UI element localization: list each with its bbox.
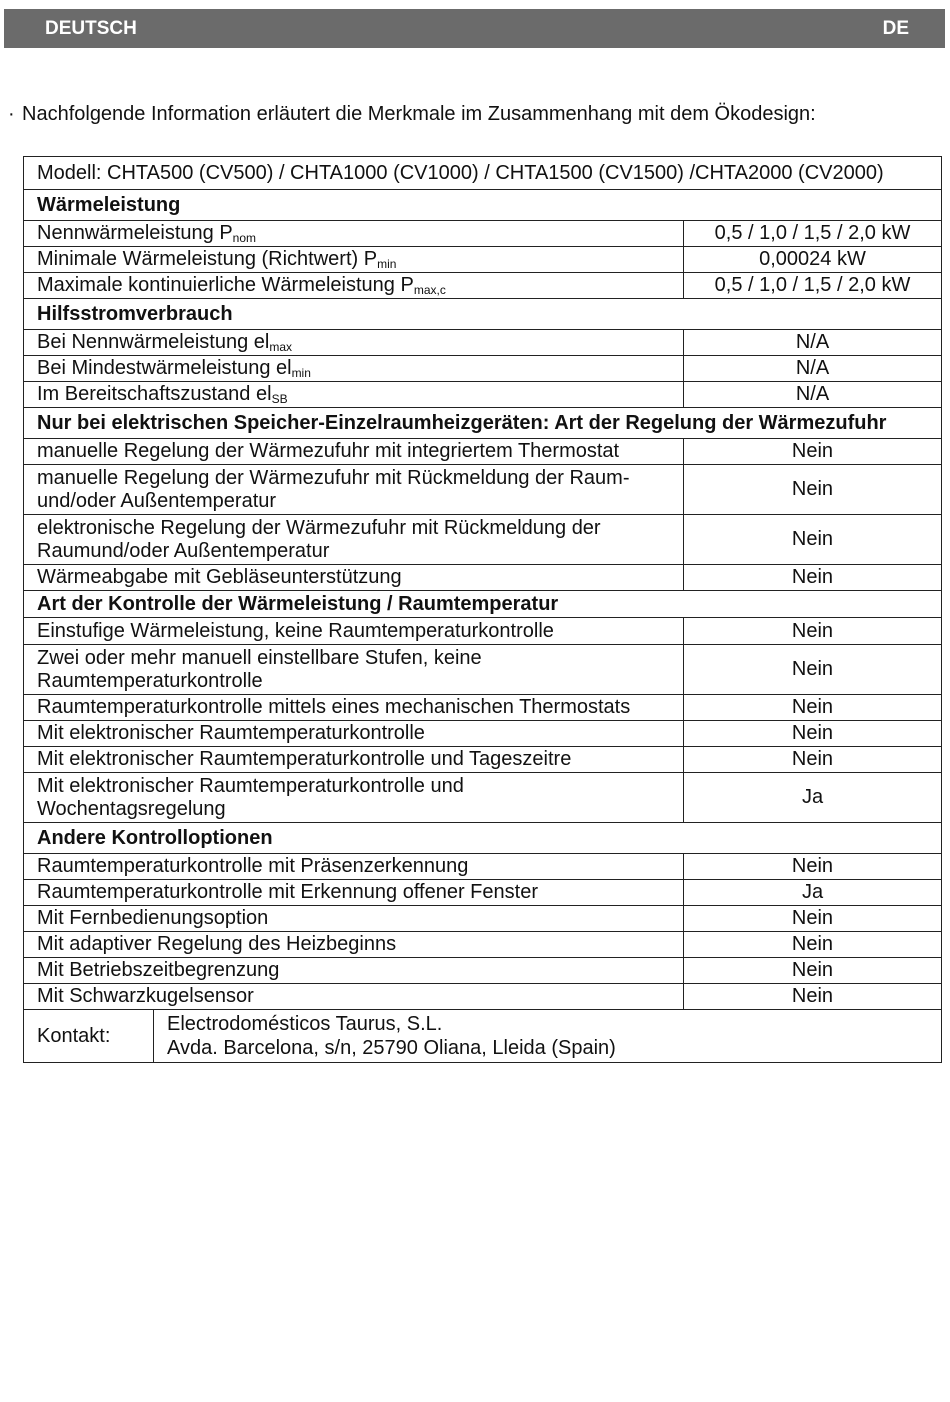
contact-row (24, 1010, 942, 1063)
model-cell: Modell: CHTA500 (CV500) / CHTA1000 (CV1000) / CHTA1500 (CV1500) /CHTA2000 (CV2000) (24, 157, 942, 190)
row-label: Raumtemperaturkontrolle mit Erkennung offener Fenster (24, 880, 684, 906)
row-value: N/A (684, 330, 942, 356)
row-value: Nein (684, 465, 942, 515)
contact-label: Kontakt: (24, 1010, 154, 1063)
table-row (24, 906, 942, 932)
row-label: Maximale kontinuierliche Wärmeleistung $P_{max,c}$ (24, 273, 684, 299)
row-value: 0,5 / 1,0 / 1,5 / 2,0 kW (684, 273, 942, 299)
table-row (24, 932, 942, 958)
section-row (24, 299, 942, 330)
row-label: Wärmeabgabe mit Gebläseunterstützung (24, 565, 684, 591)
row-value: N/A (684, 382, 942, 408)
row-value: Nein (684, 984, 942, 1010)
row-label: Mit Schwarzkugelsensor (24, 984, 684, 1010)
row-label: Mit adaptiver Regelung des Heizbeginns (24, 932, 684, 958)
row-value: Nein (684, 645, 942, 695)
language-label: DEUTSCH (45, 18, 137, 39)
row-label: Bei Mindestwärmeleistung $el_{min}$ (24, 356, 684, 382)
row-label: Mit elektronischer Raumtemperaturkontrolle und Wochentagsregelung (24, 773, 684, 823)
row-label: Raumtemperaturkontrolle mittels eines mechanischen Thermostats (24, 695, 684, 721)
table-row (24, 221, 942, 247)
row-value: Nein (684, 932, 942, 958)
row-label: Mit Fernbedienungsoption (24, 906, 684, 932)
intro-text (8, 103, 816, 126)
section-row (24, 190, 942, 221)
bullet-icon: · (8, 103, 15, 125)
model-row (24, 157, 942, 190)
table-row (24, 356, 942, 382)
table-row (24, 773, 942, 823)
section-row (24, 823, 942, 854)
row-value: N/A (684, 356, 942, 382)
row-label: Im Bereitschaftszustand $el_{SB}$ (24, 382, 684, 408)
row-label: elektronische Regelung der Wärmezufuhr mit Rückmeldung der Raumund/oder Außentemperatur (24, 515, 684, 565)
row-value: Nein (684, 747, 942, 773)
section-title-storage-control: Nur bei elektrischen Speicher-Einzelraumheizgeräten: Art der Regelung der Wärmezufuhr (24, 408, 942, 439)
table-row (24, 565, 942, 591)
section-row (24, 408, 942, 439)
row-value: Nein (684, 854, 942, 880)
row-label: Mit elektronischer Raumtemperaturkontrolle (24, 721, 684, 747)
row-label: manuelle Regelung der Wärmezufuhr mit Rückmeldung der Raum- und/oder Außentemperatur (24, 465, 684, 515)
row-label: Nennwärmeleistung $P_{nom}$ (24, 221, 684, 247)
row-value: Nein (684, 515, 942, 565)
row-label: Mit Betriebszeitbegrenzung (24, 958, 684, 984)
section-row (24, 591, 942, 618)
row-value: Ja (684, 773, 942, 823)
ecodesign-table (23, 156, 942, 1010)
row-label: Bei Nennwärmeleistung $el_{max}$ (24, 330, 684, 356)
contact-company: Electrodomésticos Taurus, S.L. (167, 1013, 443, 1035)
table-row (24, 330, 942, 356)
row-label: Raumtemperaturkontrolle mit Präsenzerkennung (24, 854, 684, 880)
row-value: Nein (684, 721, 942, 747)
table-row (24, 880, 942, 906)
row-value: Nein (684, 439, 942, 465)
row-value: Nein (684, 695, 942, 721)
section-title-heat-output: Wärmeleistung (24, 190, 942, 221)
section-title-aux-power: Hilfsstromverbrauch (24, 299, 942, 330)
table-row (24, 747, 942, 773)
row-label: Mit elektronischer Raumtemperaturkontrolle und Tageszeitre (24, 747, 684, 773)
table-row (24, 382, 942, 408)
table-row (24, 515, 942, 565)
row-value: 0,00024 kW (684, 247, 942, 273)
row-value: Nein (684, 618, 942, 645)
contact-table (23, 1009, 942, 1063)
table-row (24, 439, 942, 465)
table-row (24, 645, 942, 695)
intro-sentence: Nachfolgende Information erläutert die Merkmale im Zusammenhang mit dem Ökodesign: (22, 103, 816, 125)
section-title-other-control: Andere Kontrolloptionen (24, 823, 942, 854)
contact-details (154, 1010, 942, 1063)
table-row (24, 465, 942, 515)
table-row (24, 618, 942, 645)
row-value: Ja (684, 880, 942, 906)
table-row (24, 695, 942, 721)
row-label: Zwei oder mehr manuell einstellbare Stufen, keine Raumtemperaturkontrolle (24, 645, 684, 695)
contact-address: Avda. Barcelona, s/n, 25790 Oliana, Lleida (Spain) (167, 1037, 616, 1059)
row-value: 0,5 / 1,0 / 1,5 / 2,0 kW (684, 221, 942, 247)
row-label: manuelle Regelung der Wärmezufuhr mit integriertem Thermostat (24, 439, 684, 465)
header-bar (4, 9, 945, 48)
table-row (24, 984, 942, 1010)
language-code: DE (882, 18, 909, 39)
row-label: Minimale Wärmeleistung (Richtwert) $P_{min}$ (24, 247, 684, 273)
row-value: Nein (684, 565, 942, 591)
table-row (24, 247, 942, 273)
table-row (24, 721, 942, 747)
table-row (24, 854, 942, 880)
row-value: Nein (684, 906, 942, 932)
row-label: Einstufige Wärmeleistung, keine Raumtemperaturkontrolle (24, 618, 684, 645)
table-row (24, 273, 942, 299)
row-value: Nein (684, 958, 942, 984)
section-title-room-temp-control: Art der Kontrolle der Wärmeleistung / Raumtemperatur (24, 591, 942, 618)
table-row (24, 958, 942, 984)
